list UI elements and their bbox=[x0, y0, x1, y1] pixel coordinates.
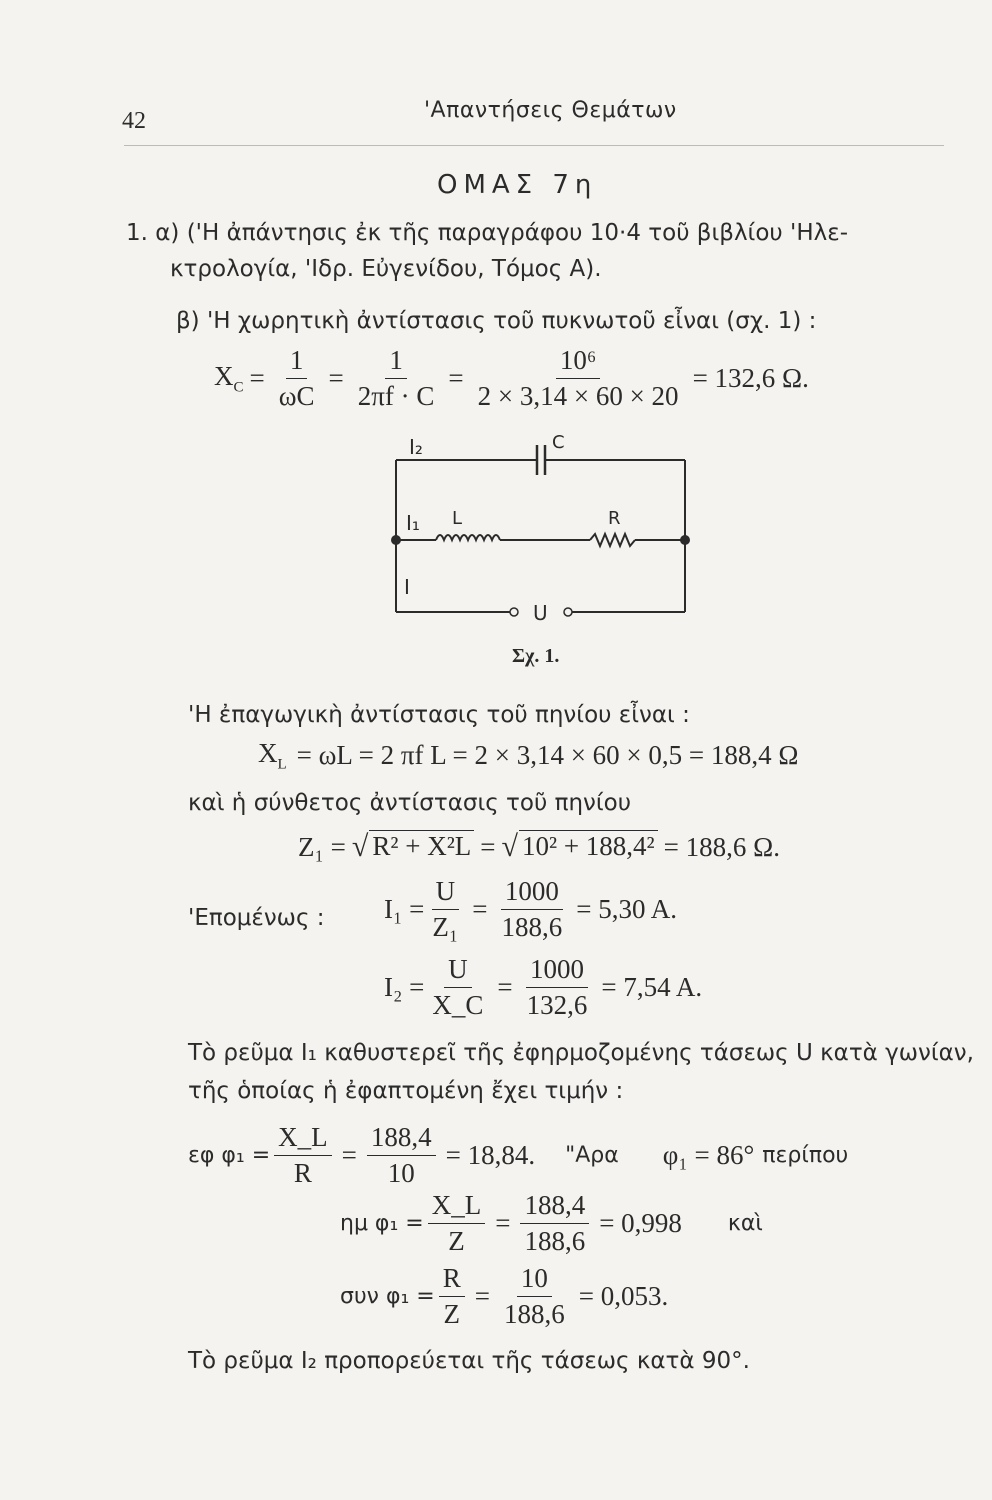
equation-impedance: Z₁ = √ R² + X²L = √ 10² + 188,4² = 188,6 Ω. bbox=[298, 830, 780, 863]
page-number: 42 bbox=[122, 108, 146, 134]
junction-node-right bbox=[680, 535, 690, 545]
label-l: L bbox=[452, 508, 463, 529]
equation-cosine: συν φ₁ = $\frac{R}{Z}$ = $\frac{10}{188,6}$ = 0,053. bbox=[340, 1263, 669, 1329]
label-therefore: 'Επομένως : bbox=[188, 905, 325, 931]
equation-sine: ημ φ₁ = $\frac{X\_L}{Z}$ = $\frac{188,4}{188,6}$ = 0,998 καὶ bbox=[340, 1190, 763, 1256]
eq-xc-result: = 132,6 Ω. bbox=[692, 363, 809, 393]
paragraph-alpha-line1: 1. α) ('Η ἀπάντησις ἐκ τῆς παραγράφου 10·4 τοῦ βιβλίου 'Ηλε- bbox=[126, 220, 848, 246]
terminal-right bbox=[564, 608, 572, 616]
paragraph-lag-line1: Τὸ ρεῦμα I₁ καθυστερεῖ τῆς ἐφηρμοζομένης τάσεως U κατὰ γωνίαν, bbox=[188, 1040, 974, 1066]
paragraph-inductive: 'Η ἐπαγωγικὴ ἀντίστασις τοῦ πηνίου εἶναι : bbox=[188, 702, 690, 728]
circuit-diagram bbox=[0, 0, 992, 700]
section-title: ΟΜΑΣ 7η bbox=[437, 170, 598, 200]
equation-tangent: εφ φ₁ = $\frac{X\_L}{R}$ = $\frac{188,4}{10}$ = 18,84. "Αρα φ₁ = 86° περίπου bbox=[188, 1122, 849, 1188]
label-c: C bbox=[552, 432, 565, 453]
figure-caption: Σχ. 1. bbox=[512, 645, 560, 667]
fraction-1-over-2pifc: $\frac{1}{2\pi f \cdot C}$ bbox=[357, 345, 435, 411]
terminal-left bbox=[510, 608, 518, 616]
fraction-numeric: $\frac{\text{10⁶}}{2 \times 3,14 \times 60 \times 20}$ bbox=[477, 345, 679, 411]
label-u: U bbox=[533, 601, 548, 625]
junction-node-left bbox=[391, 535, 401, 545]
label-i: I bbox=[404, 575, 410, 599]
paragraph-alpha-line2: κτρολογία, 'Ιδρ. Εὐγενίδου, Τόμος Α). bbox=[170, 256, 602, 282]
fraction-1-over-omega-c: $\frac{1}{\omega C}$ bbox=[278, 345, 315, 411]
paragraph-lead: Τὸ ρεῦμα I₂ προπορεύεται τῆς τάσεως κατὰ 90°. bbox=[188, 1348, 750, 1374]
label-r: R bbox=[608, 508, 621, 529]
label-i1: I₁ bbox=[406, 511, 420, 535]
paragraph-lag-line2: τῆς ὁποίας ἡ ἐφαπτομένη ἔχει τιμήν : bbox=[188, 1078, 624, 1104]
paragraph-beta: β) 'Η χωρητικὴ ἀντίστασις τοῦ πυκνωτοῦ εἶναι (σχ. 1) : bbox=[176, 308, 817, 334]
running-title: 'Απαντήσεις Θεμάτων bbox=[424, 98, 677, 123]
eq-xc-lhs: $X_C$ bbox=[214, 360, 244, 396]
paragraph-composite: καὶ ἡ σύνθετος ἀντίστασις τοῦ πηνίου bbox=[188, 790, 632, 816]
label-i2: I₂ bbox=[409, 435, 423, 459]
equation-current-i1: I₁ = $\frac{U}{\text{Z₁}}$ = $\frac{1000}{188,6}$ = 5,30 A. bbox=[384, 876, 678, 942]
equation-capacitive-reactance: $X_C$ = $\frac{1}{\omega C}$ = $\frac{1}{2\pi f \cdot C}$ = $\frac{\text{10⁶}}{2 \times 3,14 \times 60 \times 20}$ = 132,6 Ω. bbox=[214, 345, 809, 411]
equation-current-i2: I₂ = $\frac{U}{X\_C}$ = $\frac{1000}{132,6}$ = 7,54 A. bbox=[384, 954, 703, 1020]
equation-inductive-reactance: $X_L$ = ωL = 2 πf L = 2 × 3,14 × 60 × 0,5 = 188,4 Ω bbox=[258, 738, 799, 773]
